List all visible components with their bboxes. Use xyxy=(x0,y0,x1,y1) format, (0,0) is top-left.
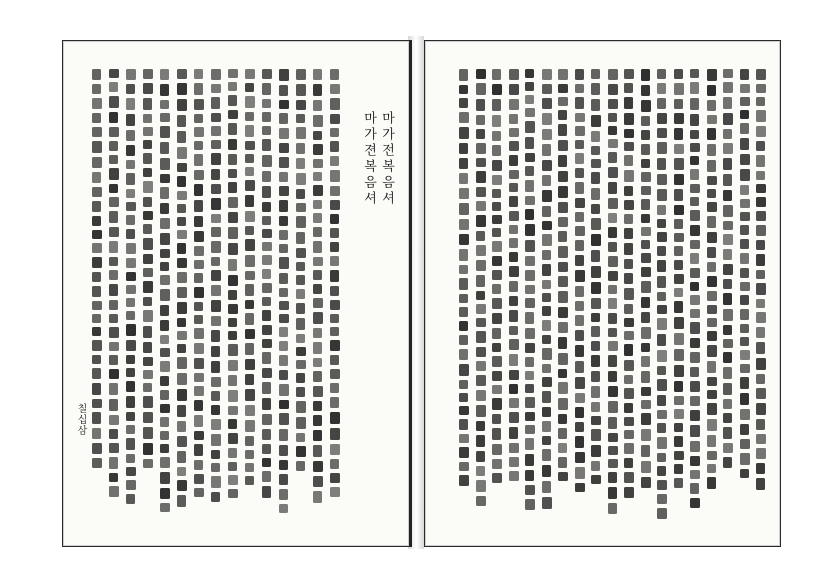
text-column xyxy=(740,69,750,478)
text-column xyxy=(525,69,535,510)
text-column xyxy=(707,69,717,489)
text-column xyxy=(641,69,651,488)
text-column xyxy=(109,69,119,497)
text-column xyxy=(279,69,289,513)
left-page xyxy=(62,40,412,547)
text-column xyxy=(756,69,766,490)
text-column xyxy=(211,69,221,502)
text-column xyxy=(723,69,733,468)
text-column xyxy=(194,69,204,497)
text-column xyxy=(476,69,486,506)
text-column xyxy=(509,69,519,481)
text-column xyxy=(262,69,272,498)
text-column xyxy=(459,69,469,486)
text-column xyxy=(228,69,238,498)
right-page xyxy=(424,40,781,547)
text-column xyxy=(575,69,585,492)
text-column xyxy=(177,69,187,507)
text-column xyxy=(92,69,102,468)
right-page-body-text xyxy=(425,41,780,546)
text-column xyxy=(657,69,667,519)
text-column xyxy=(126,69,136,504)
text-column xyxy=(690,69,700,508)
text-column xyxy=(674,69,684,488)
text-column xyxy=(245,69,255,485)
left-page-body-text xyxy=(63,41,409,546)
text-column xyxy=(330,69,340,497)
text-column xyxy=(143,69,153,468)
text-column xyxy=(558,69,568,481)
text-column xyxy=(313,69,323,503)
text-column xyxy=(542,69,552,509)
text-column xyxy=(492,69,502,483)
text-column xyxy=(608,69,618,514)
running-title-secondary: 마가젼복음셔 xyxy=(361,111,376,207)
page-number: 칠십삼 xyxy=(75,403,86,436)
text-column xyxy=(624,69,634,498)
text-column xyxy=(160,69,170,512)
running-title: 마가전복음셔 xyxy=(379,111,394,207)
text-column xyxy=(591,69,601,484)
text-column xyxy=(296,69,306,471)
